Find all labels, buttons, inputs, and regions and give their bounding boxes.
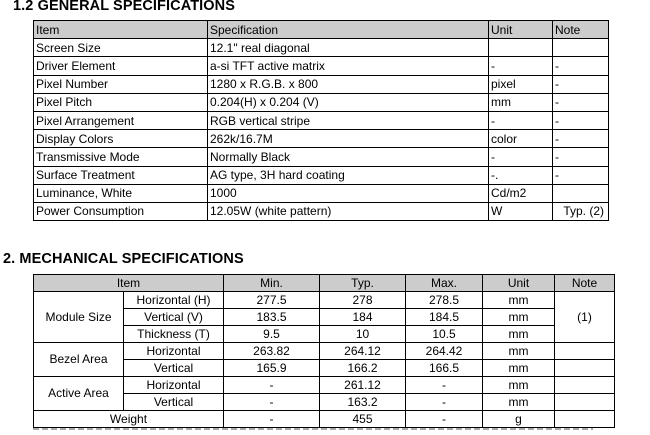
max-cell: - (406, 411, 483, 428)
note-cell (555, 394, 615, 411)
column-header-min: Min. (224, 275, 320, 292)
note-cell: Typ. (2) (553, 202, 609, 220)
unit-cell: - (489, 148, 553, 166)
dimension-cell: Horizontal (H) (124, 292, 224, 309)
dimension-cell: Horizontal (124, 343, 224, 360)
item-cell: Pixel Number (34, 75, 208, 93)
note-cell: - (553, 75, 609, 93)
table-row (34, 411, 615, 428)
unit-cell: mm (483, 343, 555, 360)
unit-cell: color (489, 130, 553, 148)
min-cell: 183.5 (224, 309, 320, 326)
table-row (34, 184, 609, 202)
table-row (34, 93, 609, 111)
table-header-row (34, 21, 609, 39)
note-cell: - (553, 166, 609, 184)
typ-cell: 163.2 (320, 394, 406, 411)
min-cell: 165.9 (224, 360, 320, 377)
item-cell: Luminance, White (34, 184, 208, 202)
column-header-note: Note (555, 275, 615, 292)
item-cell: Power Consumption (34, 202, 208, 220)
min-cell: 9.5 (224, 326, 320, 343)
note-cell: - (553, 57, 609, 75)
min-cell: 277.5 (224, 292, 320, 309)
table-row (34, 202, 609, 220)
unit-cell: W (489, 202, 553, 220)
max-cell: 166.5 (406, 360, 483, 377)
typ-cell: 455 (320, 411, 406, 428)
unit-cell: mm (483, 326, 555, 343)
table-row (34, 343, 615, 360)
max-cell: 184.5 (406, 309, 483, 326)
specification-cell: a-si TFT active matrix (208, 57, 489, 75)
item-cell: Screen Size (34, 39, 208, 57)
table-row (34, 148, 609, 166)
cut-off-note-line (33, 428, 593, 430)
dimension-cell: Vertical (124, 360, 224, 377)
item-cell: Driver Element (34, 57, 208, 75)
specification-cell: 262k/16.7M (208, 130, 489, 148)
column-header-typ: Typ. (320, 275, 406, 292)
max-cell: - (406, 394, 483, 411)
min-cell: 263.82 (224, 343, 320, 360)
note-cell (555, 360, 615, 377)
typ-cell: 264.12 (320, 343, 406, 360)
unit-cell: mm (489, 93, 553, 111)
specification-cell: 1280 x R.G.B. x 800 (208, 75, 489, 93)
specification-cell: AG type, 3H hard coating (208, 166, 489, 184)
note-cell (555, 377, 615, 394)
column-header-max: Max. (406, 275, 483, 292)
specification-cell: 12.05W (white pattern) (208, 202, 489, 220)
group-label-module-size: Module Size (34, 292, 124, 343)
table-row (34, 166, 609, 184)
unit-cell: mm (483, 292, 555, 309)
item-cell: Pixel Pitch (34, 93, 208, 111)
unit-cell: mm (483, 309, 555, 326)
unit-cell: - (489, 111, 553, 129)
unit-cell: mm (483, 360, 555, 377)
typ-cell: 10 (320, 326, 406, 343)
min-cell: - (224, 377, 320, 394)
unit-cell: mm (483, 394, 555, 411)
max-cell: 10.5 (406, 326, 483, 343)
dimension-cell: Vertical (124, 394, 224, 411)
group-label-bezel-area: Bezel Area (34, 343, 124, 377)
column-header-specification: Specification (208, 21, 489, 39)
dimension-cell: Thickness (T) (124, 326, 224, 343)
max-cell: 278.5 (406, 292, 483, 309)
column-header-unit: Unit (483, 275, 555, 292)
specification-cell: RGB vertical stripe (208, 111, 489, 129)
table-row (34, 39, 609, 57)
general-specifications-heading: 1.2 GENERAL SPECIFICATIONS (13, 0, 236, 14)
specification-cell: 0.204(H) x 0.204 (V) (208, 93, 489, 111)
typ-cell: 261.12 (320, 377, 406, 394)
unit-cell: pixel (489, 75, 553, 93)
typ-cell: 184 (320, 309, 406, 326)
max-cell: 264.42 (406, 343, 483, 360)
mechanical-specifications-table (33, 274, 615, 428)
table-row (34, 75, 609, 93)
unit-cell: g (483, 411, 555, 428)
specification-cell: 1000 (208, 184, 489, 202)
max-cell: - (406, 377, 483, 394)
specification-cell: 12.1" real diagonal (208, 39, 489, 57)
group-label-active-area: Active Area (34, 377, 124, 411)
general-specifications-table (33, 20, 609, 221)
table-row (34, 377, 615, 394)
note-cell: - (553, 111, 609, 129)
note-cell: - (553, 148, 609, 166)
item-cell: Pixel Arrangement (34, 111, 208, 129)
unit-cell: - (489, 57, 553, 75)
note-cell: (1) (555, 292, 615, 343)
column-header-note: Note (553, 21, 609, 39)
table-row (34, 111, 609, 129)
note-cell: - (553, 93, 609, 111)
table-row (34, 57, 609, 75)
note-cell (555, 343, 615, 360)
table-header-row (34, 275, 615, 292)
item-cell: Display Colors (34, 130, 208, 148)
note-cell (555, 411, 615, 428)
unit-cell: Cd/m2 (489, 184, 553, 202)
unit-cell: -. (489, 166, 553, 184)
unit-cell: mm (483, 377, 555, 394)
dimension-cell: Vertical (V) (124, 309, 224, 326)
group-label-weight: Weight (34, 411, 224, 428)
mechanical-specifications-heading: 2. MECHANICAL SPECIFICATIONS (3, 251, 244, 267)
note-cell (553, 39, 609, 57)
column-header-item: Item (34, 21, 208, 39)
item-cell: Transmissive Mode (34, 148, 208, 166)
column-header-unit: Unit (489, 21, 553, 39)
min-cell: - (224, 394, 320, 411)
table-row (34, 292, 615, 309)
specification-cell: Normally Black (208, 148, 489, 166)
typ-cell: 166.2 (320, 360, 406, 377)
note-cell: - (553, 130, 609, 148)
note-cell (553, 184, 609, 202)
min-cell: - (224, 411, 320, 428)
table-row (34, 130, 609, 148)
dimension-cell: Horizontal (124, 377, 224, 394)
item-cell: Surface Treatment (34, 166, 208, 184)
typ-cell: 278 (320, 292, 406, 309)
unit-cell (489, 39, 553, 57)
column-header-item: Item (34, 275, 224, 292)
